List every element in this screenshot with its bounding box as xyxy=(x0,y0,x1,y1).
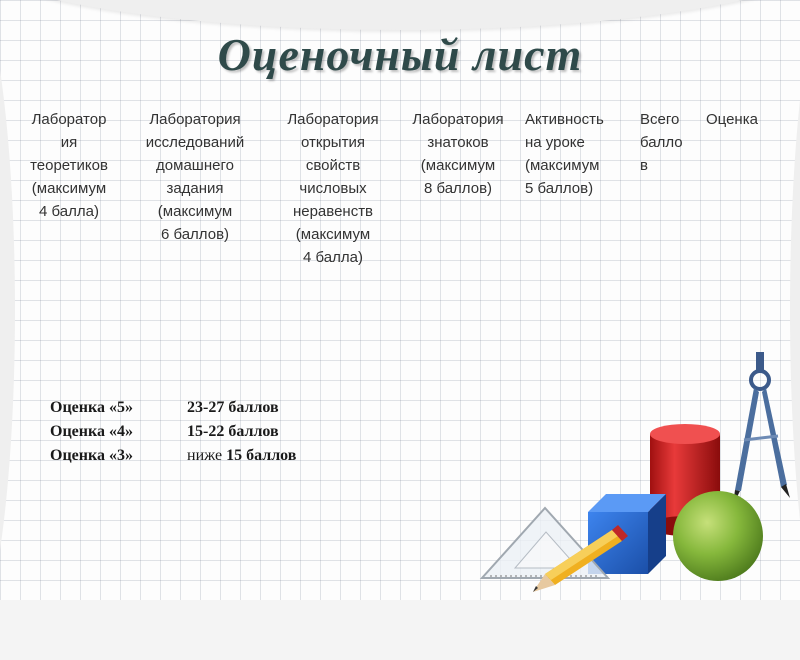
cube-icon xyxy=(588,494,666,574)
column-header-grade: Оценка xyxy=(706,111,758,128)
column-header-homework: Лаборатория исследований домашнего задания (максимум 6 баллов) xyxy=(145,111,245,243)
grade-range-prefix: ниже xyxy=(187,447,223,464)
page-title: Оценочный лист xyxy=(217,29,583,80)
compass-icon xyxy=(733,352,790,505)
grade-label: Оценка «3» xyxy=(50,447,133,464)
grade-range-value: 15 баллов xyxy=(226,447,297,464)
column-header-inequalities: Лаборатория открытия свойств числовых неравенств (максимум 4 балла) xyxy=(287,111,379,266)
grade-range-value: 15-22 баллов xyxy=(187,423,279,440)
sphere-icon xyxy=(673,491,763,581)
column-header-activity: Активность на уроке (максимум 5 баллов) xyxy=(525,111,604,197)
column-header-experts: Лаборатория знатоков (максимум 8 баллов) xyxy=(412,111,504,197)
column-header-total: Всего балло в xyxy=(640,111,683,174)
grade-label: Оценка «5» xyxy=(50,399,133,416)
column-header-theorists: Лаборатор ия теоретиков (максимум 4 балла) xyxy=(30,111,108,220)
grade-range-value: 23-27 баллов xyxy=(187,399,279,416)
grade-label: Оценка «4» xyxy=(50,423,133,440)
